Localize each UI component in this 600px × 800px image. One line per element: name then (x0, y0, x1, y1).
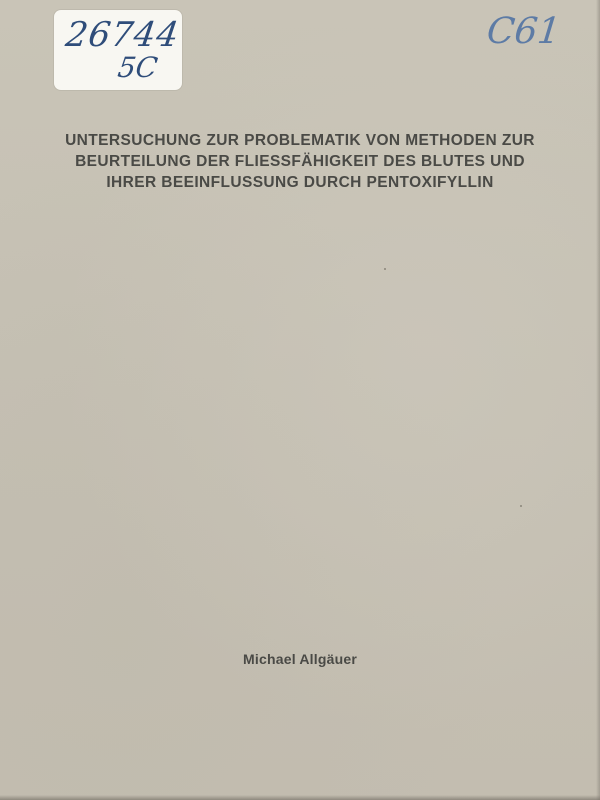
title-line-3: IHRER BEEINFLUSSUNG DURCH PENTOXIFYLLIN (106, 174, 494, 191)
title-line-2: BEURTEILUNG DER FLIESSFÄHIGKEIT DES BLUTES UND (75, 153, 525, 170)
paper-speck (384, 268, 386, 270)
title-line-1: UNTERSUCHUNG ZUR PROBLEMATIK VON METHODEN ZUR (65, 132, 535, 149)
scan-edge-bottom (0, 795, 600, 800)
paper-speck (520, 505, 522, 507)
author-name: Michael Allgäuer (243, 651, 357, 667)
handwritten-catalog-number: 26744 (63, 15, 182, 55)
scan-edge-right (596, 0, 600, 800)
handwritten-shelf-code: 5C (115, 51, 160, 84)
document-title (40, 130, 560, 193)
handwritten-corner-mark: С61 (484, 11, 563, 52)
